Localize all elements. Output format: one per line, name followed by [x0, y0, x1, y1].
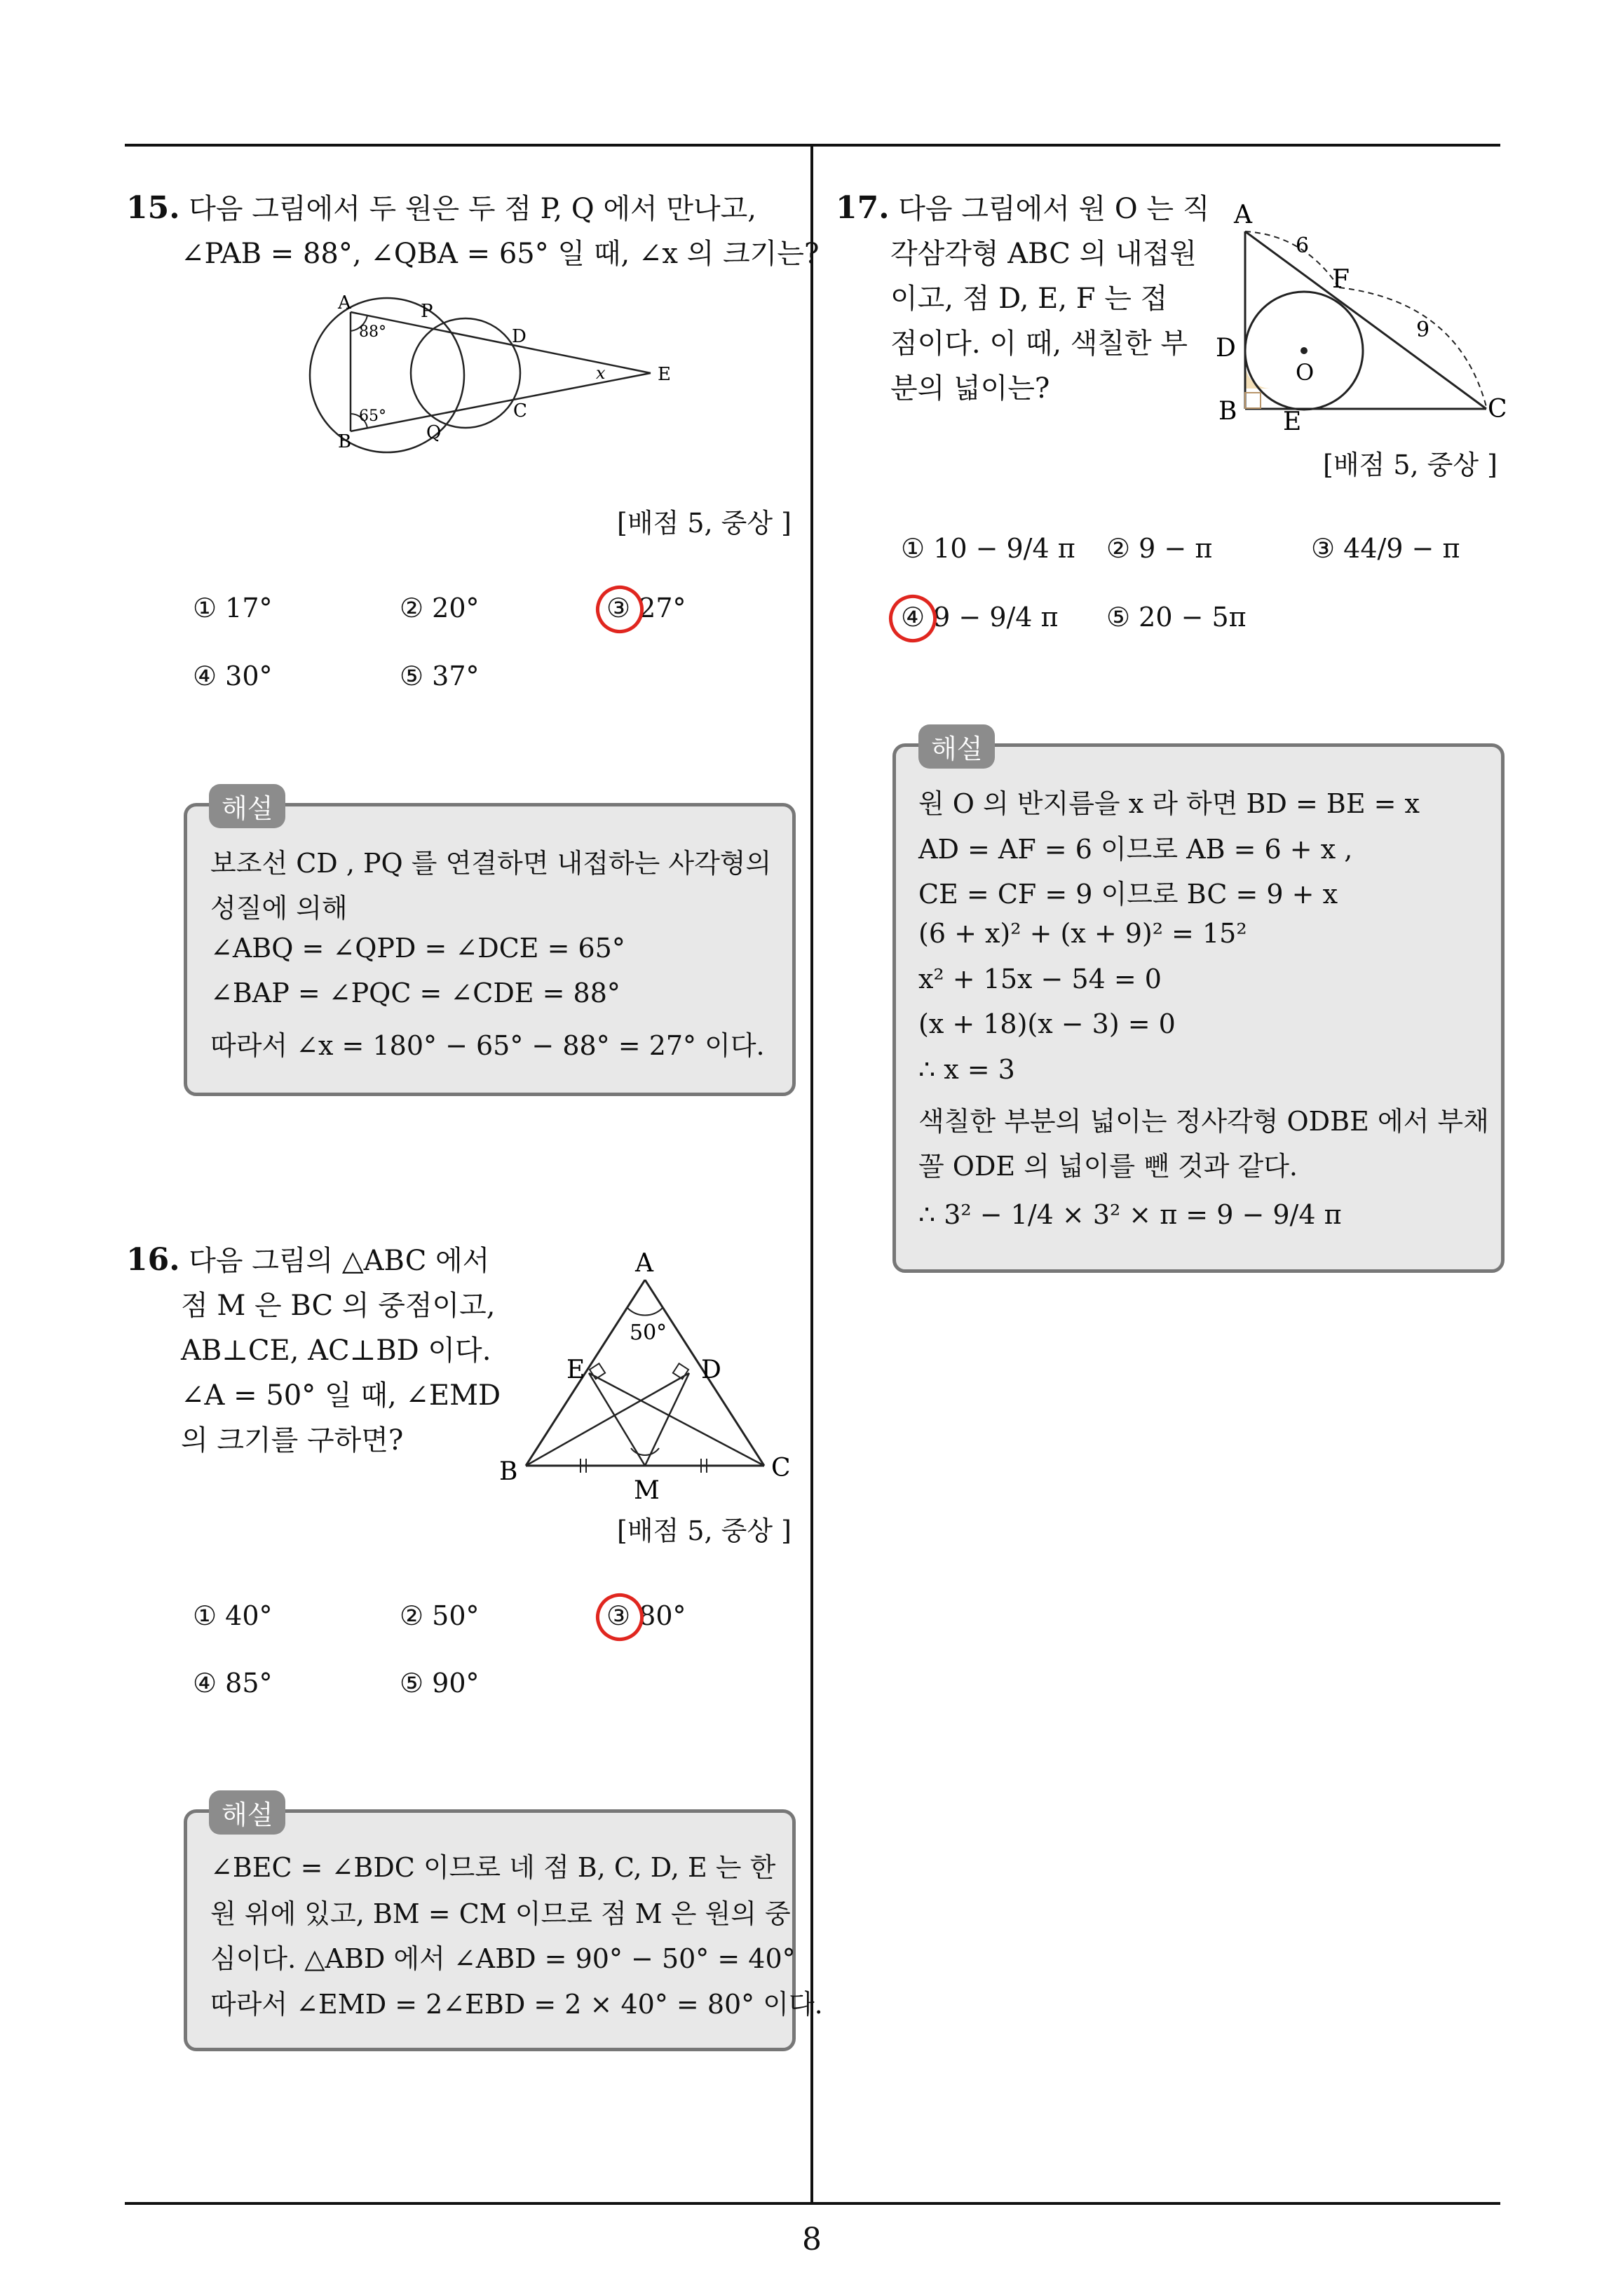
- question-17: [836, 186, 1209, 411]
- question-text-line: 다음 그림에서 원 O 는 직: [898, 193, 1210, 225]
- label-65: 65°: [359, 407, 386, 425]
- q17-solution-line: (x + 18)(x − 3) = 0: [918, 1008, 1176, 1039]
- label-D: D: [512, 326, 527, 347]
- question-text-line: 점이다. 이 때, 색칠한 부: [890, 327, 1188, 360]
- q17-choice-5[interactable]: ⑤ 20 − 5π: [1106, 602, 1247, 633]
- label-C: C: [771, 1454, 791, 1483]
- label-D: D: [701, 1356, 721, 1384]
- q15-choice-1[interactable]: ① 17°: [193, 593, 273, 623]
- q17-choice-4[interactable]: ④ 9 − 9/4 π: [901, 602, 1059, 633]
- label-B: B: [338, 431, 352, 452]
- label-88: 88°: [359, 323, 386, 341]
- q15-choice-3[interactable]: ③ 27°: [606, 593, 686, 623]
- q15-solution-line: 따라서 ∠x = 180° − 65° − 88° = 27° 이다.: [210, 1030, 765, 1061]
- q16-figure: [491, 1245, 799, 1504]
- q15-solution-line: ∠ABQ = ∠QPD = ∠DCE = 65°: [210, 933, 625, 964]
- question-text-line: 각삼각형 ABC 의 내접원: [890, 238, 1197, 270]
- q17-solution-tag: 해설: [918, 724, 995, 769]
- q17-solution-line: CE = CF = 9 이므로 BC = 9 + x: [918, 879, 1338, 910]
- q17-solution-line: 꼴 ODE 의 넓이를 뺀 것과 같다.: [918, 1151, 1298, 1182]
- q17-solution-line: 원 O 의 반지름을 x 라 하면 BD = BE = x: [918, 788, 1420, 819]
- label-6: 6: [1296, 234, 1310, 258]
- label-B: B: [1218, 397, 1237, 426]
- label-E: E: [658, 364, 671, 385]
- q17-solution-line: ∴ 3² − 1/4 × 3² × π = 9 − 9/4 π: [918, 1199, 1342, 1230]
- question-text-line2: ∠PAB = 88°, ∠QBA = 65° 일 때, ∠x 의 크기는?: [181, 238, 820, 270]
- q17-choice-2[interactable]: ② 9 − π: [1106, 533, 1213, 564]
- q15-choice-5[interactable]: ⑤ 37°: [400, 661, 480, 691]
- q15-solution-line: 성질에 의해: [210, 893, 348, 924]
- q15-figure: [308, 295, 687, 463]
- question-number: 17.: [836, 190, 890, 226]
- label-A: A: [338, 295, 351, 313]
- q16-solution-line: ∠BEC = ∠BDC 이므로 네 점 B, C, D, E 는 한: [210, 1852, 776, 1883]
- label-E: E: [1283, 407, 1302, 435]
- q17-meta: [배점 5, 중상 ]: [1323, 450, 1498, 480]
- label-P: P: [421, 301, 433, 322]
- question-number: 15.: [126, 190, 180, 226]
- label-O: O: [1296, 359, 1315, 386]
- q16-choice-3[interactable]: ③ 80°: [606, 1600, 686, 1631]
- question-text-line: 이고, 점 D, E, F 는 접: [890, 283, 1168, 315]
- q15-solution-line: 보조선 CD , PQ 를 연결하면 내접하는 사각형의: [210, 848, 772, 879]
- question-text-line: ∠A = 50° 일 때, ∠EMD: [181, 1379, 501, 1412]
- q16-solution-tag: 해설: [209, 1790, 285, 1835]
- label-C: C: [513, 400, 527, 421]
- q16-solution-line: 따라서 ∠EMD = 2∠EBD = 2 × 40° = 80° 이다.: [210, 1989, 823, 2020]
- label-Q: Q: [426, 422, 442, 443]
- label-C: C: [1488, 395, 1507, 424]
- q16-solution-line: 심이다. △ABD 에서 ∠ABD = 90° − 50° = 40°: [210, 1943, 796, 1974]
- q16-choice-1[interactable]: ① 40°: [193, 1600, 273, 1631]
- question-15: [126, 186, 819, 276]
- q16-solution-line: 원 위에 있고, BM = CM 이므로 점 M 은 원의 중: [210, 1898, 791, 1929]
- q15-meta: [배점 5, 중상 ]: [617, 508, 792, 539]
- q16-choice-5[interactable]: ⑤ 90°: [400, 1668, 480, 1699]
- label-50: 50°: [630, 1321, 667, 1345]
- q15-solution-tag: 해설: [209, 784, 285, 828]
- label-D: D: [1216, 334, 1236, 363]
- label-9: 9: [1416, 318, 1430, 342]
- question-16: [126, 1238, 501, 1463]
- q17-answer-mark: [882, 588, 943, 649]
- q17-solution-line: 색칠한 부분의 넓이는 정사각형 ODBE 에서 부채: [918, 1106, 1489, 1137]
- question-text-line: 분의 넓이는?: [890, 372, 1050, 405]
- column-divider: [810, 144, 813, 2205]
- q15-answer-mark: [589, 579, 650, 640]
- label-A: A: [635, 1249, 653, 1278]
- label-F: F: [1332, 265, 1350, 294]
- q15-solution-line: ∠BAP = ∠PQC = ∠CDE = 88°: [210, 978, 620, 1008]
- label-M: M: [634, 1476, 660, 1504]
- question-text-line: 점 M 은 BC 의 중점이고,: [181, 1290, 496, 1322]
- q17-choice-3[interactable]: ③ 44/9 − π: [1311, 533, 1460, 564]
- q16-meta: [배점 5, 중상 ]: [617, 1515, 792, 1546]
- question-text-line: 다음 그림의 △ABC 에서: [189, 1245, 490, 1277]
- q15-choice-2[interactable]: ② 20°: [400, 593, 480, 623]
- q16-answer-mark: [589, 1586, 650, 1647]
- label-B: B: [499, 1457, 518, 1486]
- label-E: E: [566, 1356, 585, 1384]
- question-text-line: AB⊥CE, AC⊥BD 이다.: [181, 1335, 491, 1367]
- q16-choice-4[interactable]: ④ 85°: [193, 1668, 273, 1699]
- q16-choice-2[interactable]: ② 50°: [400, 1600, 480, 1631]
- label-x: x: [596, 363, 606, 383]
- q15-choice-4[interactable]: ④ 30°: [193, 661, 273, 691]
- label-A: A: [1234, 201, 1252, 229]
- q17-solution-line: (6 + x)² + (x + 9)² = 15²: [918, 918, 1247, 949]
- q17-choice-1[interactable]: ① 10 − 9/4 π: [901, 533, 1075, 564]
- q17-solution-line: ∴ x = 3: [918, 1054, 1015, 1085]
- q17-figure: [1206, 196, 1514, 435]
- q17-solution-line: x² + 15x − 54 = 0: [918, 964, 1162, 994]
- question-number: 16.: [126, 1242, 180, 1278]
- question-text-line1: 다음 그림에서 두 원은 두 점 P, Q 에서 만나고,: [189, 193, 756, 225]
- q17-solution-line: AD = AF = 6 이므로 AB = 6 + x ,: [918, 834, 1353, 865]
- question-text-line: 의 크기를 구하면?: [181, 1424, 404, 1457]
- page-number: 8: [802, 2222, 822, 2257]
